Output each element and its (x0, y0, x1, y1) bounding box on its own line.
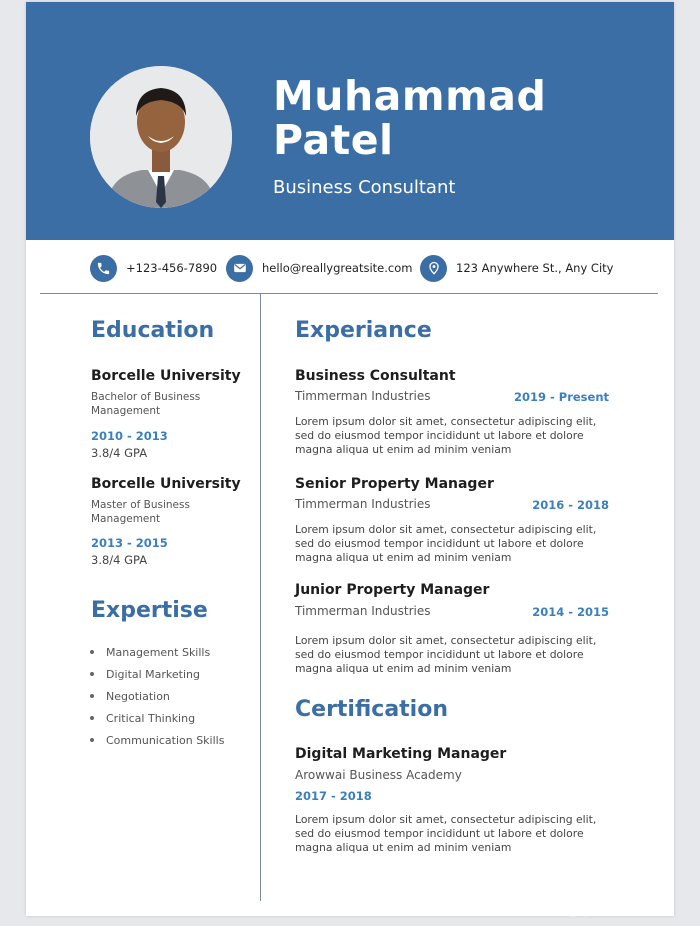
divider-horizontal (40, 293, 658, 294)
education-school: Borcelle University (91, 476, 241, 492)
education-school: Borcelle University (91, 368, 241, 384)
bullet (90, 694, 94, 698)
skills-list (90, 641, 224, 751)
email-icon (226, 255, 253, 282)
list-item (90, 663, 224, 685)
experience-description: Lorem ipsum dolor sit amet, consectetur adipiscing elit, sed do eiusmod tempor incididunt ut labore et dolore magna aliqua ut enim ad minim veniam (295, 523, 597, 564)
email-address: hello@reallygreatsite.com (262, 261, 413, 275)
skill-label: Critical Thinking (106, 711, 196, 725)
list-item (90, 641, 224, 663)
first-name: Muhammad (273, 72, 547, 120)
education-years: 2010 - 2013 (91, 429, 168, 443)
experience-years: 2014 - 2015 (532, 605, 609, 619)
phone-icon (90, 255, 117, 282)
watermark: حراج (562, 892, 615, 917)
experience-company: Timmerman Industries (295, 497, 431, 511)
contact-phone (90, 254, 217, 282)
location-pin-icon (420, 255, 447, 282)
divider-vertical (260, 293, 261, 901)
expertise-title: Expertise (91, 598, 208, 623)
full-name (273, 74, 546, 162)
experience-description: Lorem ipsum dolor sit amet, consectetur adipiscing elit, sed do eiusmod tempor incididunt ut labore et dolore magna aliqua ut enim ad minim veniam (295, 415, 597, 456)
education-degree: Bachelor of Business Management (91, 391, 201, 417)
experience-years: 2016 - 2018 (532, 498, 609, 512)
contact-email (226, 254, 412, 282)
experience-role: Business Consultant (295, 368, 456, 384)
education-degree: Master of Business Management (91, 499, 190, 525)
job-title: Business Consultant (273, 177, 456, 198)
list-item (90, 685, 224, 707)
last-name: Patel (273, 116, 394, 164)
list-item (90, 707, 224, 729)
education-gpa: 3.8/4 GPA (91, 446, 148, 460)
experience-company: Timmerman Industries (295, 389, 431, 403)
address: 123 Anywhere St., Any City (456, 261, 614, 275)
list-item (90, 729, 224, 751)
education-years: 2013 - 2015 (91, 536, 168, 550)
certification-years: 2017 - 2018 (295, 789, 372, 803)
bullet (90, 716, 94, 720)
experience-title: Experiance (295, 318, 432, 343)
header-banner (26, 2, 674, 240)
certification-title: Certification (295, 697, 449, 722)
bullet (90, 672, 94, 676)
skill-label: Digital Marketing (106, 667, 200, 681)
experience-years: 2019 - Present (513, 390, 609, 404)
bullet (90, 650, 94, 654)
resume-page (26, 2, 674, 916)
contact-address (420, 254, 613, 282)
certification-name: Digital Marketing Manager (295, 746, 507, 762)
certification-issuer: Arowwai Business Academy (295, 768, 462, 782)
bullet (90, 738, 94, 742)
phone-number: +123-456-7890 (126, 261, 218, 275)
experience-role: Senior Property Manager (295, 476, 494, 492)
experience-description: Lorem ipsum dolor sit amet, consectetur adipiscing elit, sed do eiusmod tempor incididunt ut labore et dolore magna aliqua ut enim ad minim veniam (295, 634, 597, 675)
education-gpa: 3.8/4 GPA (91, 553, 148, 567)
skill-label: Negotiation (106, 689, 170, 703)
profile-photo (90, 66, 232, 208)
experience-company: Timmerman Industries (295, 604, 431, 618)
experience-role: Junior Property Manager (295, 582, 490, 598)
skill-label: Management Skills (106, 645, 211, 659)
skill-label: Communication Skills (106, 733, 225, 747)
certification-description: Lorem ipsum dolor sit amet, consectetur adipiscing elit, sed do eiusmod tempor incididunt ut labore et dolore magna aliqua ut enim ad minim veniam (295, 813, 597, 854)
education-title: Education (91, 318, 215, 343)
